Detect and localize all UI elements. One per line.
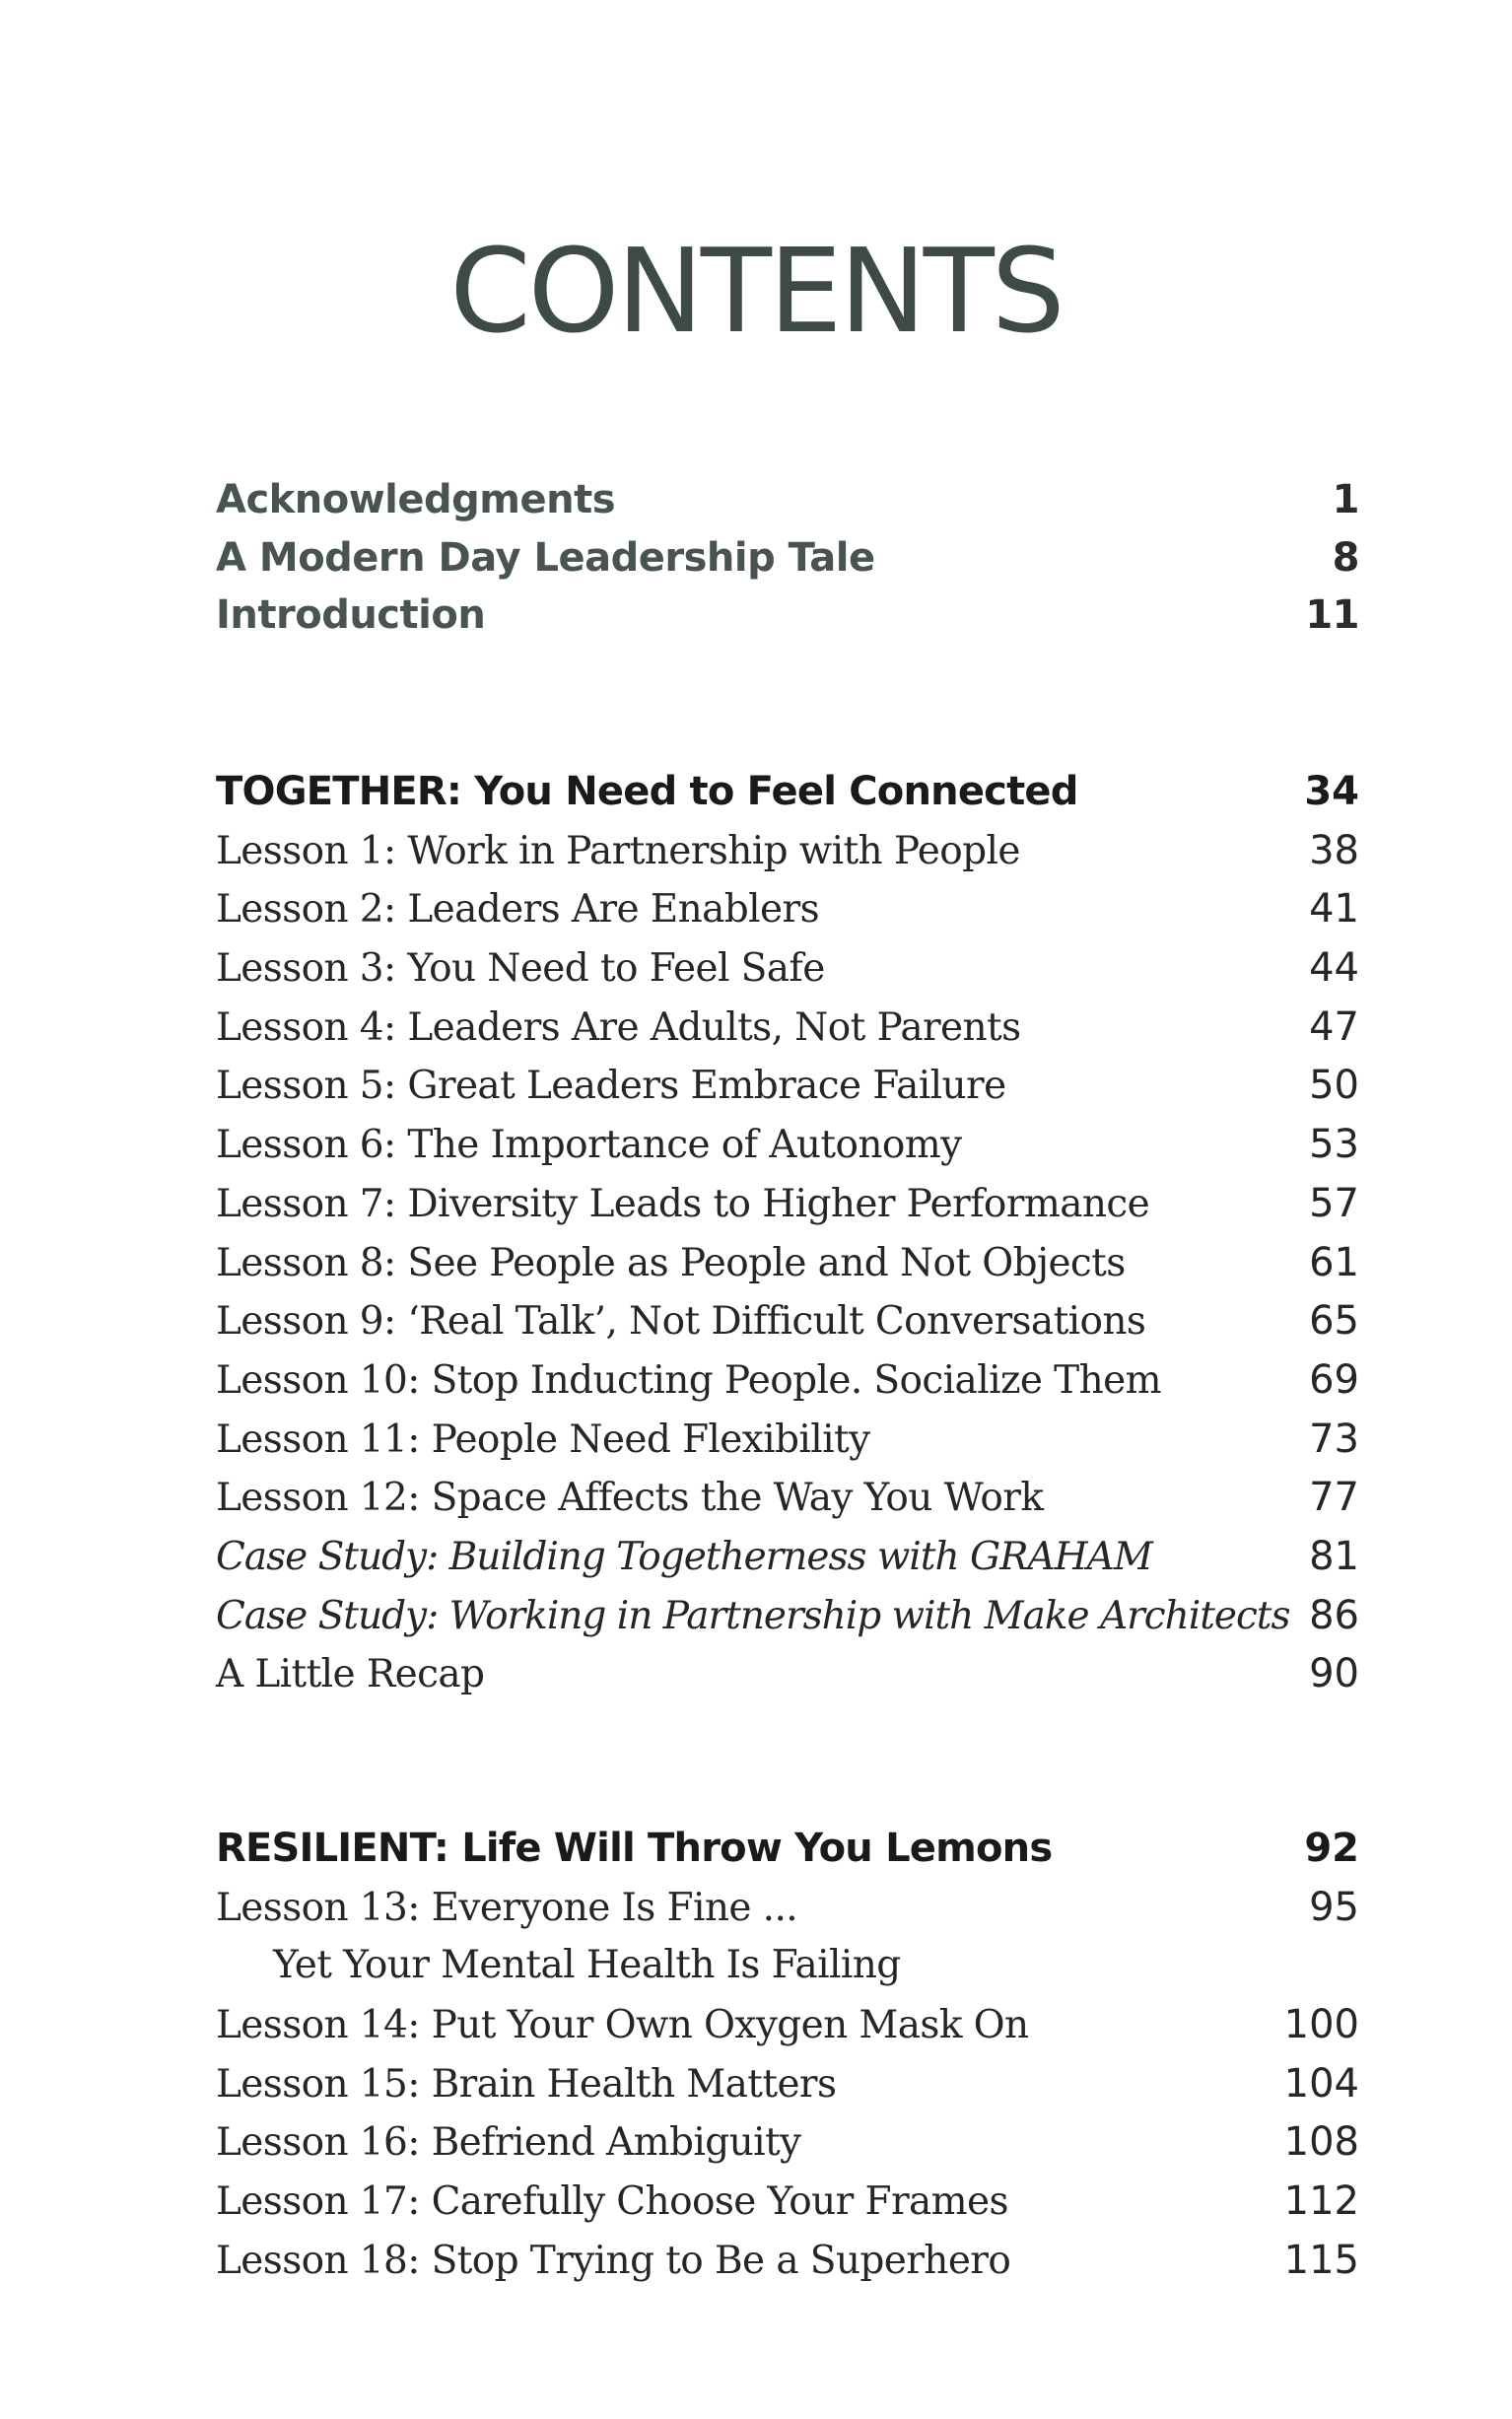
toc-entry[interactable] xyxy=(216,2061,1359,2120)
toc-entry-page: 81 xyxy=(1309,1533,1359,1579)
toc-entry[interactable] xyxy=(216,1417,1359,1476)
toc-entry[interactable] xyxy=(216,477,1359,535)
part-heading-page: 92 xyxy=(1304,1826,1359,1871)
toc-entry[interactable] xyxy=(216,1357,1359,1417)
toc-entry[interactable] xyxy=(216,886,1359,945)
toc-entry-label: Lesson 3: You Need to Feel Safe xyxy=(216,946,825,992)
toc-entry[interactable] xyxy=(216,2002,1359,2061)
toc-entry-label: Case Study: Working in Partnership with Make Architects xyxy=(216,1593,1290,1638)
toc-entry-page: 11 xyxy=(1305,592,1359,638)
toc-entry-label: A Little Recap xyxy=(216,1652,485,1697)
toc-entry-label: Lesson 12: Space Affects the Way You Work xyxy=(216,1476,1044,1521)
toc-entry[interactable] xyxy=(216,2238,1359,2297)
toc-entry[interactable] xyxy=(216,1181,1359,1240)
toc-entry-page: 50 xyxy=(1309,1063,1359,1109)
toc-entry-label: Lesson 1: Work in Partnership with People xyxy=(216,828,1020,873)
toc-entry-label: Lesson 8: See People as People and Not Objects xyxy=(216,1240,1126,1285)
toc-entry-page: 44 xyxy=(1309,945,1359,992)
toc-entry-page: 73 xyxy=(1309,1416,1359,1462)
toc-entry-page: 90 xyxy=(1309,1651,1359,1697)
part-heading-label: TOGETHER: You Need to Feel Connected xyxy=(216,769,1078,814)
toc-entry-label: Lesson 6: The Importance of Autonomy xyxy=(216,1123,962,1168)
part-heading-page: 34 xyxy=(1304,769,1359,814)
toc-entry-label: Introduction xyxy=(216,592,486,638)
front-matter-list xyxy=(216,477,1359,651)
toc-entry-page: 112 xyxy=(1283,2178,1359,2225)
toc-entry-label: Lesson 11: People Need Flexibility xyxy=(216,1417,870,1462)
toc-entry[interactable] xyxy=(216,1063,1359,1122)
toc-entry-page: 104 xyxy=(1283,2060,1359,2107)
toc-entry-page: 95 xyxy=(1309,1884,1359,1930)
toc-entry-label: Lesson 4: Leaders Are Adults, Not Parents xyxy=(216,1004,1021,1050)
toc-entry-page: 69 xyxy=(1309,1356,1359,1403)
toc-entry-label: Lesson 18: Stop Trying to Be a Superhero xyxy=(216,2238,1011,2283)
toc-entry[interactable] xyxy=(216,828,1359,887)
toc-entry[interactable] xyxy=(216,2178,1359,2238)
toc-entry-page: 38 xyxy=(1309,827,1359,873)
toc-entry-page: 41 xyxy=(1309,886,1359,933)
toc-entry-page: 100 xyxy=(1283,2002,1359,2048)
toc-entry[interactable] xyxy=(216,1298,1359,1357)
part-heading-label: RESILIENT: Life Will Throw You Lemons xyxy=(216,1826,1053,1871)
toc-entry[interactable] xyxy=(216,2119,1359,2178)
toc-entry[interactable] xyxy=(216,1004,1359,1064)
toc-entry[interactable] xyxy=(216,535,1359,593)
toc-entry-case-study[interactable] xyxy=(216,1534,1359,1593)
toc-entry-page: 115 xyxy=(1283,2237,1359,2283)
toc-entry-page: 61 xyxy=(1309,1239,1359,1285)
toc-entry-page: 65 xyxy=(1309,1298,1359,1345)
toc-entry-label: Case Study: Building Togetherness with GRAHAM xyxy=(216,1534,1152,1579)
section-resilient xyxy=(216,1826,1359,2297)
toc-entry-label: Lesson 13: Everyone Is Fine ... xyxy=(216,1885,798,1930)
toc-entry-label: Lesson 17: Carefully Choose Your Frames xyxy=(216,2179,1008,2225)
toc-entry-label: Lesson 9: ‘Real Talk’, Not Difficult Conversations xyxy=(216,1299,1146,1345)
toc-entry-label: Lesson 7: Diversity Leads to Higher Performance xyxy=(216,1181,1150,1226)
toc-entry-case-study[interactable] xyxy=(216,1593,1359,1652)
toc-entry-label: Lesson 5: Great Leaders Embrace Failure xyxy=(216,1064,1006,1109)
toc-entry-page: 47 xyxy=(1309,1003,1359,1050)
toc-entry-page: 8 xyxy=(1332,534,1359,581)
toc-entry-label: Acknowledgments xyxy=(216,477,615,522)
toc-entry[interactable] xyxy=(216,1122,1359,1181)
toc-entry-continuation: Yet Your Mental Health Is Failing xyxy=(273,1943,901,1988)
section-together xyxy=(216,769,1359,1710)
toc-entry-label: Lesson 2: Leaders Are Enablers xyxy=(216,887,819,933)
toc-entry-page: 1 xyxy=(1332,477,1359,522)
toc-entry[interactable] xyxy=(216,1475,1359,1534)
toc-entry[interactable] xyxy=(216,1885,1359,1944)
toc-entry-page: 77 xyxy=(1309,1475,1359,1521)
toc-entry-page: 86 xyxy=(1309,1592,1359,1638)
page-title: CONTENTS xyxy=(449,223,1063,359)
part-heading[interactable] xyxy=(216,1826,1359,1885)
toc-entry-page: 57 xyxy=(1309,1180,1359,1226)
toc-entry-page: 108 xyxy=(1283,2119,1359,2166)
toc-entry[interactable] xyxy=(216,945,1359,1004)
toc-entry-label: Lesson 10: Stop Inducting People. Socialize Them xyxy=(216,1357,1161,1403)
toc-entry-label: Lesson 15: Brain Health Matters xyxy=(216,2061,837,2107)
toc-entry[interactable] xyxy=(216,1240,1359,1299)
toc-entry[interactable] xyxy=(216,592,1359,651)
toc-entry-label: A Modern Day Leadership Tale xyxy=(216,534,875,581)
toc-entry-label: Lesson 14: Put Your Own Oxygen Mask On xyxy=(216,2003,1029,2048)
toc-entry-page: 53 xyxy=(1309,1122,1359,1168)
toc-entry[interactable] xyxy=(216,1651,1359,1710)
part-heading[interactable] xyxy=(216,769,1359,828)
toc-entry-label: Lesson 16: Befriend Ambiguity xyxy=(216,2120,801,2166)
